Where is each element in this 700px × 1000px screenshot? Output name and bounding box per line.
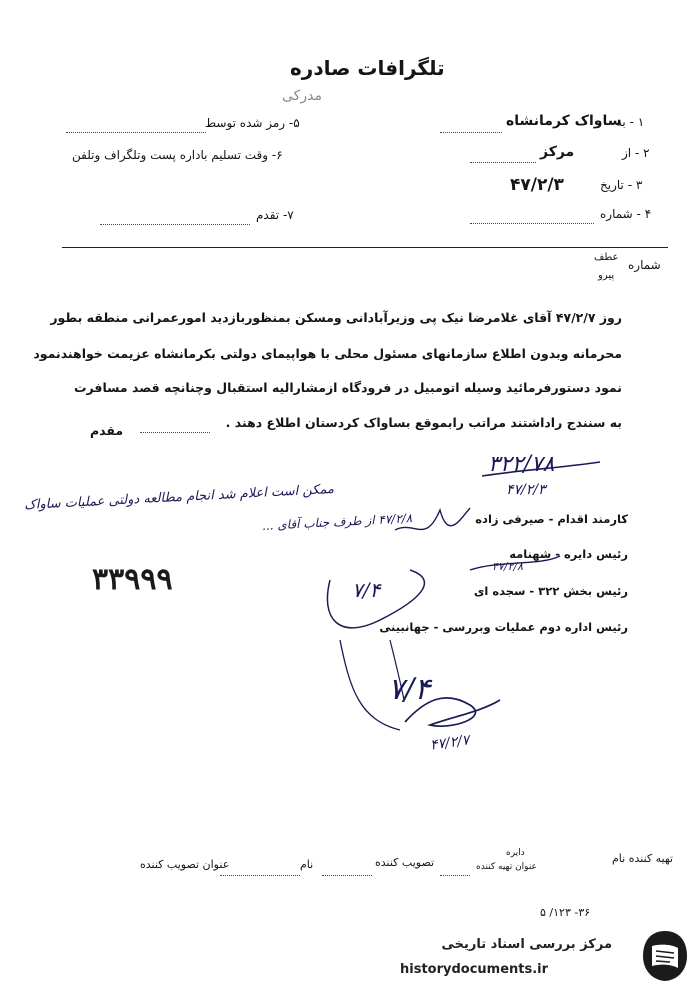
reference-label: شماره (628, 258, 661, 272)
footer-approver: تصویب کننده (375, 856, 435, 869)
footer-name: نام (300, 858, 314, 871)
footer-preparer: تهیه کننده نام (612, 852, 673, 865)
signatory-section-head: رئیس دایره - شهنامه (509, 547, 628, 561)
stamp-number: ۳۳۹۹۹ (92, 562, 173, 597)
body-line-4: به سنندج راداشتند مراتب رابموقع بساواک کردستان اطلاع دهند . (225, 415, 622, 430)
handwritten-ref-number: ۳۲۲/۷۸ (488, 452, 555, 477)
body-closing: مقدم (90, 423, 124, 438)
document-title: تلگرافات صادره (290, 56, 445, 80)
dotted-line (220, 875, 300, 876)
field-encrypted-by: ۵- رمز شده توسط (205, 116, 300, 130)
field-delivery-time: ۶- وقت تسلیم باداره پست وتلگراف وتلفن (72, 148, 283, 162)
handwritten-side-date: ۴۷/۲/۸ (492, 560, 524, 573)
footer-preparer-title: عنوان تهیه کننده (476, 862, 537, 872)
archive-logo-icon (640, 928, 690, 984)
handwritten-signature-date: ۴۷/۲/۷ (429, 732, 471, 754)
dotted-line (322, 875, 372, 876)
footer-form-code: ۳۶- ۱۲۳/ ۵ (540, 906, 591, 919)
reference-peyro: پیرو (598, 270, 615, 281)
brand-name: مرکز بررسی اسناد تاریخی (441, 937, 612, 952)
handwritten-note: ممکن است اعلام شد انجام مطالعه دولتی عملیات ساواک (23, 481, 335, 514)
handwritten-mid-date: ۷/۴ (352, 578, 381, 602)
field-priority: ۷- تقدم (256, 208, 294, 222)
body-line-1: روز ۴۷/۲/۷ آقای غلامرضا نیک پی وزیرآبادانی ومسکن بمنظوربازدید امورعمرانی منطقه بطور (50, 310, 622, 325)
faint-mark: مدرکی (282, 88, 322, 104)
brand-site: historydocuments.ir (400, 962, 549, 977)
body-line-3: نمود دستورفرمائید وسیله اتومبیل در فرودگاه ازمشارالیه استقبال وچنانچه قصد مسافرت (73, 380, 622, 395)
handwritten-ref-date: ۴۷/۲/۳ (506, 482, 546, 498)
field-to-label: ۱ - به (616, 115, 645, 129)
field-from-value: مرکز (540, 144, 575, 160)
footer-department: دایره (506, 848, 525, 858)
signatory-division-head: رئیس بخش ۳۲۲ - سجده ای (473, 584, 628, 598)
handwritten-bottom-date: ۷/۴ (388, 672, 431, 707)
signatory-department-head: رئیس اداره دوم عملیات وبررسی - جهانبینی (379, 620, 628, 634)
dotted-line (440, 875, 470, 876)
body-line-2: محرمانه وبدون اطلاع سازمانهای مسئول محلی با هواپیمای دولتی بکرمانشاه عزیمت خواهندنمود (33, 346, 622, 361)
field-from-label: ۲ - از (622, 146, 650, 160)
signatory-clerk: کارمند اقدام - صیرفی زاده (475, 512, 628, 526)
footer-approver-title: عنوان تصویب کننده (140, 858, 230, 871)
field-date-value: ۴۷/۲/۳ (510, 175, 564, 195)
field-number-label: ۴ - شماره (600, 207, 652, 221)
reference-atf: عطف (594, 252, 619, 263)
handwritten-note-2: ۴۷/۲/۸ از طرف جناب آقای ... (261, 511, 413, 533)
field-to-value: ساواک کرمانشاه (506, 113, 622, 129)
field-date-label: ۳ - تاریخ (600, 178, 643, 192)
